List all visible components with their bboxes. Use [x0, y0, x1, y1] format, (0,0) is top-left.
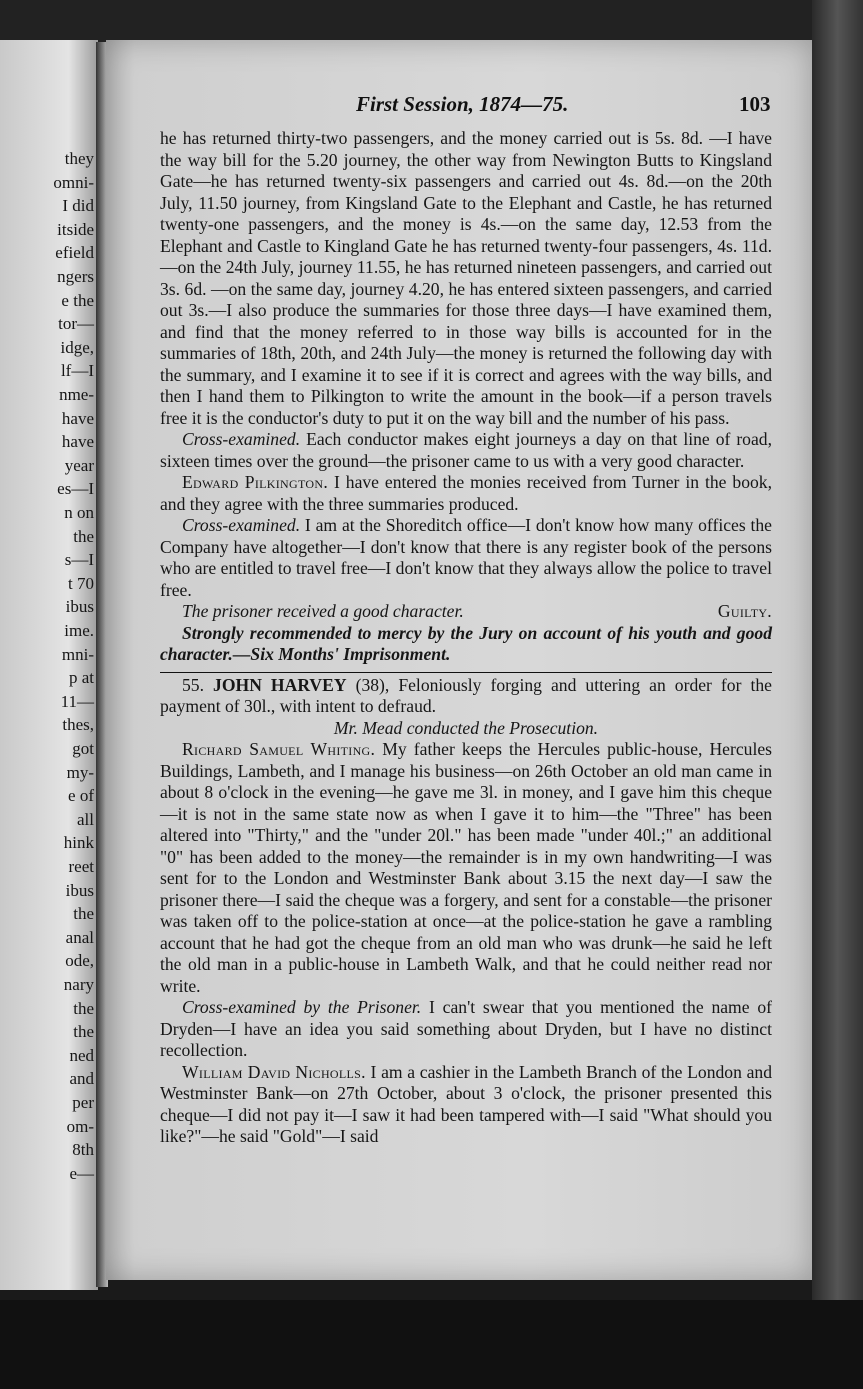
left-page-text-fragment: t 70	[68, 573, 94, 593]
section-divider	[160, 672, 772, 673]
left-page-text-fragment: they	[64, 149, 94, 168]
left-page-fragment	[0, 40, 98, 1290]
left-page-text-fragment: the	[73, 526, 94, 546]
paragraph-verdict	[160, 601, 772, 623]
paragraph-cross-examination	[160, 515, 772, 601]
left-page-text-fragment: all	[77, 809, 94, 829]
cross-examined-label: Cross-examined.	[182, 515, 301, 535]
left-page-text-fragment: the	[73, 904, 94, 924]
paragraph-sentence: Strongly recommended to mercy by the Jury on account of his youth and good character.—Six Months' Imprisonment.	[160, 622, 772, 664]
defendant-age: (38),	[355, 674, 390, 695]
cross-examination-text: I am at the Shoreditch office—I don't know how many offices the Company have altogether—I don't know that there is any register book of the persons who are entitled to travel free—I don't know that they always allow the police to travel free.	[160, 515, 772, 600]
left-page-text-fragment: year	[64, 455, 94, 475]
left-page-text-fragment: ibus	[65, 880, 94, 900]
witness-testimony: I am a cashier in the Lambeth Branch of the London and Westminster Bank—on 27th October, about 3 o'clock, the prisoner presented this cheque—I did not pay it—I saw it had been tampered with—I said "What should you like?"—he said "Gold"—I said	[160, 1061, 773, 1146]
left-page-text-fragment: idge,	[60, 337, 94, 357]
paragraph-cross-examination	[160, 429, 772, 472]
left-page-text-fragment: ibus	[65, 597, 94, 617]
left-page-text-fragment: om-	[66, 1116, 94, 1136]
left-page-text-fragment: e—	[69, 1163, 94, 1183]
left-page-text-fragment: per	[72, 1093, 94, 1112]
paragraph-witness-nicholls	[160, 1062, 772, 1148]
cross-examined-label: Cross-examined.	[182, 429, 301, 449]
left-page-text-fragment: efield	[55, 243, 94, 263]
cross-examination-text: Each conductor makes eight journeys a day on that line of road, sixteen times over the ground—the prisoner came to us with a very good character.	[160, 429, 772, 471]
left-page-text-fragment: omni-	[53, 172, 94, 192]
left-page-text-fragment: thes,	[62, 715, 94, 735]
left-page-text-fragment: ned	[69, 1045, 94, 1065]
witness-name: William David Nicholls.	[182, 1061, 366, 1082]
left-page-text-fragment: e the	[61, 290, 94, 310]
scan-right-edge	[812, 0, 863, 1389]
scan-top-margin	[0, 0, 863, 42]
left-page-text-fragment: I did	[62, 196, 94, 216]
paragraph-witness-whiting	[160, 739, 772, 997]
defendant-name: JOHN HARVEY	[213, 674, 347, 695]
left-page-text-fragment: ode,	[65, 951, 94, 971]
left-page-text-fragment: s—I	[64, 550, 94, 570]
left-page-text-fragment: got	[72, 739, 94, 758]
left-page-text-fragment: the	[73, 1022, 94, 1042]
paragraph-testimony-continued: he has returned thirty-two passengers, and the money carried out is 5s. 8d. —I have the way bill for the 5.20 journey, the other way from Newington Butts to Kingsland Gate—he has returned twenty-six passengers and carried out 4s. 8d.—on the 20th July, 11.50 journey, from Kingsland Gate to the Elephant and Castle, he has returned twenty-one passengers, and the money is 4s.—on the same day, 12.53 from the Elephant and Castle to Kingland Gate he has returned twenty-four passengers, 4s. 11d.—on the 24th July, journey 11.55, he has returned nineteen passengers, and carried out 3s. 6d. —on the same day, journey 4.20, he has entered sixteen passengers, and carried out 3s.—I also produce the summaries for those three days—I have examined them, and find that the money referred to in those way bills is accounted for in the summaries of 18th, 20th, and 24th July—the money is returned the following day with the summary, and I examine it to see if it is correct and agrees with the way bills, and then I hand them to Pilkington to write the amount in the book—if a person travels free it is the conductor's duty to put it on the way bill and the number of his pass.	[160, 128, 772, 428]
case-heading	[160, 675, 772, 718]
book-page	[106, 40, 812, 1280]
left-page-text-fragment: itside	[57, 219, 94, 239]
left-page-text-fragment: and	[69, 1069, 94, 1089]
left-page-text-fragment: the	[73, 998, 94, 1018]
left-page-text-fragment: nme-	[59, 385, 94, 404]
left-page-text-fragment: my-	[66, 762, 94, 782]
page-number: 103	[739, 92, 771, 116]
page-body	[160, 128, 772, 1148]
left-page-text-fragment: ngers	[57, 267, 94, 286]
left-page-text-fragment: lf—I	[60, 361, 94, 381]
cross-examined-label: Cross-examined by the Prisoner.	[182, 997, 422, 1017]
left-page-text-fragment: e of	[68, 786, 94, 806]
left-page-text-fragment: 11—	[60, 691, 94, 711]
left-page-text-fragment: nary	[63, 975, 94, 994]
left-page-text-fragment: reet	[68, 857, 94, 876]
paragraph-witness-pilkington	[160, 472, 772, 515]
cross-examination-text: I can't swear that you mentioned the name of Dryden—I have an idea you said something about Dryden, but I have no distinct recollection.	[160, 997, 772, 1060]
character-note: The prisoner received a good character.	[182, 601, 464, 621]
left-page-text-fragment: have	[61, 432, 94, 452]
running-head: First Session, 1874—75.	[356, 92, 569, 116]
charge-text: Feloniously forging and uttering an order for the payment of 30l., with intent to defraud.	[160, 674, 772, 716]
left-page-text-fragment: hink	[63, 833, 94, 853]
witness-name: Edward Pilkington.	[182, 472, 329, 492]
left-page-text-fragment: n on	[64, 503, 94, 522]
left-page-text-fragment: mni-	[61, 644, 94, 664]
witness-name: Richard Samuel Whiting.	[182, 739, 376, 759]
witness-testimony: My father keeps the Hercules public-house, Hercules Buildings, Lambeth, and I manage his business—on 26th October an old man came in about 8 o'clock in the evening—he gave me 3l. in money, and I gave him this cheque—it is not in the same state now as when I gave it to him—the "Three" has been altered into "Thirty," and the "under 20l." has been made "under 40l.;" an additional "0" has been added to the money—the remainder is in my own handwriting—I was sent for to the London and Westminster Bank about 3.15 the next day—I saw the prisoner there—I said the cheque was a forgery, and sent for a constable—the prisoner was taken off to the police-station at once—at the police-station he gave a rambling account that he had got the cheque from an old man who was drunk—he said he left the old man in a public-house in Lambeth Walk, and that he could neither read nor write.	[160, 739, 772, 996]
case-number: 55.	[182, 674, 204, 695]
prosecution-note: Mr. Mead conducted the Prosecution.	[333, 717, 599, 738]
left-page-text-fragment: have	[61, 408, 94, 428]
verdict: Guilty.	[717, 601, 772, 621]
witness-testimony: I have entered the monies received from Turner in the book, and they agree with the three summaries produced.	[160, 472, 772, 514]
paragraph-cross-examination	[160, 997, 772, 1062]
scan-bottom-margin	[0, 1300, 863, 1389]
left-page-text-fragment: ime.	[64, 621, 94, 640]
left-page-text-fragment: 8th	[72, 1140, 94, 1160]
left-page-text-fragment: es—I	[57, 479, 94, 499]
page-header	[106, 92, 812, 122]
left-page-text-fragment: p at	[68, 668, 94, 688]
left-page-text-fragment: anal	[65, 927, 94, 947]
left-page-text-fragment: tor—	[58, 314, 94, 334]
